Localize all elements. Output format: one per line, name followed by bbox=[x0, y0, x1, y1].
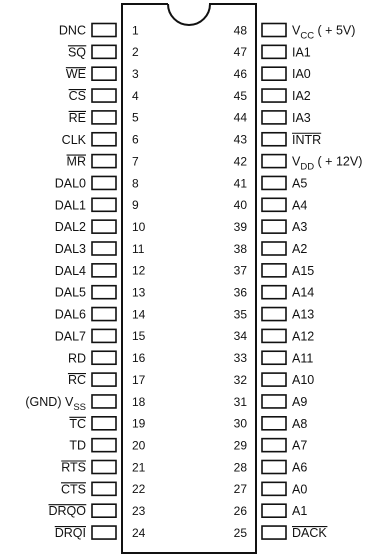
pin-number: 28 bbox=[233, 460, 247, 475]
pin-label-subscript: SS bbox=[73, 401, 86, 413]
pin-19 bbox=[69, 417, 145, 431]
pin-lead bbox=[92, 286, 116, 299]
pin-number: 34 bbox=[233, 329, 247, 344]
pin-29 bbox=[234, 438, 308, 452]
pin-label-text: (GND) V bbox=[25, 394, 74, 409]
pin-label bbox=[55, 264, 86, 278]
pin-lead bbox=[92, 395, 116, 408]
left-pin-column bbox=[25, 23, 145, 540]
pin-label bbox=[61, 482, 86, 496]
pin-lead bbox=[262, 67, 286, 80]
pin-11 bbox=[55, 242, 145, 256]
right-pin-column bbox=[234, 23, 363, 540]
pin-label-text: TD bbox=[69, 438, 86, 453]
pin-label-text: DACK bbox=[292, 526, 327, 541]
pin-number: 44 bbox=[233, 110, 247, 125]
pin-number: 15 bbox=[132, 329, 146, 344]
pin-label bbox=[292, 220, 307, 234]
pin-label bbox=[66, 67, 86, 81]
pin-lead bbox=[92, 111, 116, 124]
pin-number: 10 bbox=[132, 219, 146, 234]
pin-label-text: RD bbox=[67, 351, 86, 366]
pin-label bbox=[69, 439, 86, 453]
pin-label-text: A1 bbox=[292, 504, 308, 519]
pin-label-text: IA1 bbox=[292, 45, 311, 60]
pin-10 bbox=[55, 220, 146, 234]
pin-label-text: A7 bbox=[292, 438, 308, 453]
pin-label-text: A9 bbox=[292, 394, 308, 409]
pin-label bbox=[292, 24, 355, 42]
pin-label bbox=[25, 395, 86, 413]
pin-43 bbox=[234, 133, 322, 147]
pin-12 bbox=[55, 264, 146, 278]
pin-label-text: DAL0 bbox=[54, 176, 86, 191]
pin-number: 21 bbox=[132, 460, 146, 475]
pin-label-text: V bbox=[292, 154, 301, 169]
pin-number: 43 bbox=[233, 132, 247, 147]
pin-label-text: A14 bbox=[292, 285, 315, 300]
pin-label-text: A8 bbox=[292, 416, 308, 431]
pin-label-text: V bbox=[292, 23, 301, 38]
pin-label bbox=[292, 198, 307, 212]
pin-label bbox=[292, 67, 311, 81]
pin-number: 3 bbox=[132, 67, 139, 81]
pin-lead bbox=[92, 198, 116, 211]
pin-number: 26 bbox=[233, 504, 247, 518]
pin-number: 22 bbox=[132, 482, 146, 497]
pin-15 bbox=[55, 329, 146, 343]
pin-number: 11 bbox=[132, 241, 145, 256]
pin-label bbox=[292, 308, 314, 322]
pin-number: 45 bbox=[233, 88, 247, 103]
pin-label-text: DAL2 bbox=[54, 220, 86, 235]
pin-label-text: MR bbox=[66, 154, 86, 169]
pin-44 bbox=[234, 111, 311, 125]
pin-lead bbox=[262, 264, 286, 277]
pin-35 bbox=[234, 307, 315, 321]
pin-number: 13 bbox=[132, 285, 146, 300]
pin-lead bbox=[262, 176, 286, 189]
pin-lead bbox=[92, 242, 116, 255]
pin-47 bbox=[234, 45, 311, 59]
pin-41 bbox=[234, 176, 308, 190]
pin-label bbox=[69, 417, 86, 431]
pin-36 bbox=[234, 286, 315, 300]
pin-30 bbox=[234, 417, 308, 431]
pin-lead bbox=[92, 351, 116, 364]
pin-label-text: A4 bbox=[292, 198, 308, 213]
pin-lead bbox=[92, 220, 116, 233]
pin-23 bbox=[49, 504, 146, 518]
pin-lead bbox=[92, 24, 116, 37]
pin-number: 39 bbox=[233, 219, 247, 234]
pin-lead bbox=[92, 45, 116, 58]
pin-38 bbox=[234, 242, 308, 256]
pin-lead bbox=[92, 526, 116, 539]
pin-label-text: CLK bbox=[61, 132, 86, 147]
pin-lead bbox=[262, 417, 286, 430]
pin-6 bbox=[62, 133, 139, 147]
pin-17 bbox=[68, 373, 146, 387]
pin-label bbox=[292, 417, 307, 431]
pin-number: 27 bbox=[233, 482, 247, 497]
pin-label bbox=[292, 504, 307, 518]
pin-label bbox=[292, 395, 307, 409]
pin-lead bbox=[262, 373, 286, 386]
pin-lead bbox=[262, 329, 286, 342]
pin-lead bbox=[92, 461, 116, 474]
pin-3 bbox=[66, 67, 139, 81]
pin-label bbox=[292, 264, 314, 278]
pin-31 bbox=[234, 395, 308, 409]
pin-label-text: A5 bbox=[292, 176, 308, 191]
pin-label-suffix: ( + 5V) bbox=[314, 23, 356, 38]
pin-28 bbox=[234, 460, 308, 474]
pin-label-text: RTS bbox=[61, 460, 86, 475]
pin-lead bbox=[92, 439, 116, 452]
pin-number: 7 bbox=[132, 154, 139, 169]
pin-number: 29 bbox=[233, 438, 247, 453]
pin-34 bbox=[234, 329, 315, 343]
pin-label bbox=[292, 111, 311, 125]
pin-label bbox=[292, 329, 314, 343]
pin-13 bbox=[55, 286, 146, 300]
pin-label-text: A6 bbox=[292, 460, 308, 475]
pin-number: 42 bbox=[233, 154, 247, 169]
pin-number: 1 bbox=[132, 23, 139, 38]
pin-label-text: DAL6 bbox=[54, 307, 86, 322]
pin-48 bbox=[234, 23, 356, 41]
pin-number: 23 bbox=[132, 504, 146, 518]
pin-label bbox=[292, 242, 307, 256]
pin-label-text: DAL1 bbox=[54, 198, 86, 213]
pin-label bbox=[61, 461, 86, 475]
pin-lead bbox=[92, 417, 116, 430]
pin-label bbox=[292, 482, 307, 496]
pin-label bbox=[67, 155, 86, 169]
pin-label bbox=[55, 220, 86, 234]
pin-number: 18 bbox=[132, 394, 146, 409]
pin-lead bbox=[92, 329, 116, 342]
pin-24 bbox=[55, 526, 146, 540]
pin-label bbox=[55, 198, 86, 212]
pin-label-suffix: ( + 12V) bbox=[314, 154, 363, 169]
pin-number: 4 bbox=[132, 88, 139, 103]
pin-label-text: RC bbox=[67, 373, 86, 388]
pin-25 bbox=[234, 526, 328, 540]
pin-4 bbox=[69, 89, 139, 103]
pin-label-text: IA3 bbox=[292, 110, 311, 125]
pin-label bbox=[68, 373, 86, 387]
pin-label-text: A15 bbox=[292, 263, 315, 278]
pin-16 bbox=[68, 351, 146, 365]
pin-label bbox=[59, 24, 86, 38]
pin-label-text: DAL5 bbox=[54, 285, 86, 300]
pin-label bbox=[55, 329, 86, 343]
pin-lead bbox=[262, 482, 286, 495]
pin-lead bbox=[92, 504, 116, 517]
pin-label bbox=[292, 373, 314, 387]
pin-label-text: CS bbox=[68, 89, 86, 104]
pin-lead bbox=[262, 133, 286, 146]
pin-label bbox=[292, 351, 313, 365]
pin-number: 38 bbox=[233, 241, 247, 256]
pin-label-text: IA0 bbox=[292, 67, 311, 82]
pin-label bbox=[292, 526, 327, 540]
pin-label bbox=[292, 45, 311, 59]
pin-label-text: CTS bbox=[61, 482, 86, 497]
pin-lead bbox=[92, 67, 116, 80]
pin-lead bbox=[262, 24, 286, 37]
pin-lead bbox=[262, 155, 286, 168]
pin-20 bbox=[69, 438, 145, 452]
pin-lead bbox=[262, 461, 286, 474]
pin-lead bbox=[262, 308, 286, 321]
pin-26 bbox=[234, 504, 308, 518]
pin-number: 20 bbox=[132, 438, 146, 453]
pin-label-text: IA2 bbox=[292, 89, 311, 104]
pin-number: 6 bbox=[132, 132, 139, 147]
pin-22 bbox=[61, 482, 146, 496]
pin-number: 9 bbox=[132, 198, 139, 213]
pin-label-text: INTR bbox=[292, 132, 322, 147]
pin-number: 48 bbox=[233, 23, 247, 38]
pin-lead bbox=[262, 526, 286, 539]
pin-5 bbox=[69, 111, 139, 125]
pin-number: 5 bbox=[132, 110, 139, 125]
pin-number: 32 bbox=[233, 372, 247, 387]
pin-label bbox=[55, 308, 86, 322]
pin-number: 12 bbox=[132, 263, 146, 278]
pin-lead bbox=[92, 155, 116, 168]
pin-45 bbox=[234, 89, 311, 103]
pin-number: 31 bbox=[233, 394, 247, 409]
pin-number: 24 bbox=[132, 525, 146, 540]
pin-label-subscript: CC bbox=[300, 30, 315, 42]
pin-label bbox=[292, 133, 321, 147]
pin-lead bbox=[262, 220, 286, 233]
pin-label-text: A2 bbox=[292, 242, 308, 256]
pin-number: 47 bbox=[233, 45, 247, 60]
pin-lead bbox=[92, 89, 116, 102]
pin-label bbox=[292, 89, 311, 103]
pin-number: 46 bbox=[233, 67, 247, 81]
pin-label bbox=[55, 176, 86, 190]
pin-label bbox=[292, 439, 307, 453]
pin-27 bbox=[234, 482, 308, 496]
pin-label-text: A0 bbox=[292, 482, 308, 497]
pin-lead bbox=[92, 308, 116, 321]
pin-label-text: WE bbox=[65, 67, 86, 82]
pin-40 bbox=[234, 198, 308, 212]
pin-label bbox=[68, 351, 86, 365]
pin-37 bbox=[234, 264, 315, 278]
pin-number: 33 bbox=[233, 351, 247, 366]
pin-18 bbox=[25, 395, 145, 413]
pin-14 bbox=[55, 307, 146, 321]
pin-number: 40 bbox=[233, 198, 247, 213]
pin-label-text: DRQO bbox=[48, 504, 86, 519]
pin-label-text: DNC bbox=[58, 23, 86, 38]
pin-lead bbox=[92, 482, 116, 495]
pin-number: 30 bbox=[233, 416, 247, 431]
pin-label bbox=[292, 286, 314, 300]
pin-label bbox=[55, 242, 86, 256]
pin-number: 19 bbox=[132, 416, 146, 431]
pin-label-text: A13 bbox=[292, 307, 315, 322]
pin-label-text: DAL4 bbox=[54, 263, 86, 278]
pin-lead bbox=[262, 89, 286, 102]
pin-46 bbox=[234, 67, 311, 81]
pin-label bbox=[69, 89, 86, 103]
pin-number: 25 bbox=[233, 525, 247, 540]
pin-label bbox=[68, 45, 86, 59]
pin-7 bbox=[67, 154, 139, 168]
pin-number: 2 bbox=[132, 45, 139, 60]
pin-1 bbox=[59, 23, 139, 37]
pin-2 bbox=[68, 45, 139, 59]
pin-label-text: DAL3 bbox=[54, 242, 86, 256]
pin-lead bbox=[92, 176, 116, 189]
pin-label bbox=[292, 461, 307, 475]
pin-lead bbox=[262, 45, 286, 58]
pin-lead bbox=[262, 395, 286, 408]
pin-number: 35 bbox=[233, 307, 247, 322]
pin-32 bbox=[234, 373, 315, 387]
pin-21 bbox=[61, 460, 145, 474]
pin-label-text: RE bbox=[68, 110, 86, 125]
pin-label bbox=[62, 133, 87, 147]
pin-33 bbox=[234, 351, 314, 365]
pin-label bbox=[55, 526, 86, 540]
pin-9 bbox=[55, 198, 139, 212]
pin-lead bbox=[262, 198, 286, 211]
pin-8 bbox=[55, 176, 139, 190]
pin-number: 16 bbox=[132, 351, 146, 366]
pin-number: 37 bbox=[233, 263, 247, 278]
pin-lead bbox=[262, 242, 286, 255]
pin-label bbox=[69, 111, 86, 125]
pin-lead bbox=[262, 111, 286, 124]
pin-lead bbox=[262, 286, 286, 299]
pin-number: 8 bbox=[132, 176, 139, 191]
pin-number: 41 bbox=[233, 176, 247, 191]
pin-label bbox=[55, 286, 86, 300]
pin-lead bbox=[92, 133, 116, 146]
pin-label-text: SQ bbox=[67, 45, 86, 60]
pin-lead bbox=[92, 373, 116, 386]
pin-label-text: A11 bbox=[292, 351, 314, 366]
pin-label-text: DRQI bbox=[54, 526, 86, 541]
pin-label-text: DAL7 bbox=[54, 329, 86, 344]
pin-number: 14 bbox=[132, 307, 146, 322]
pin-39 bbox=[234, 220, 308, 234]
pin-label bbox=[292, 176, 307, 190]
pin-label-text: TC bbox=[69, 416, 86, 431]
pin-label bbox=[49, 504, 87, 518]
pin-label bbox=[292, 155, 362, 173]
pin-number: 17 bbox=[132, 372, 146, 387]
pin-label-text: A3 bbox=[292, 220, 308, 235]
pin-lead bbox=[262, 504, 286, 517]
pin-lead bbox=[262, 351, 286, 364]
pin-label-text: A10 bbox=[292, 373, 315, 388]
pin-label-text: A12 bbox=[292, 329, 315, 344]
pin-lead bbox=[262, 439, 286, 452]
pin-number: 36 bbox=[233, 285, 247, 300]
pin-label-subscript: DD bbox=[300, 161, 315, 173]
pin-42 bbox=[234, 154, 363, 172]
pin-lead bbox=[92, 264, 116, 277]
